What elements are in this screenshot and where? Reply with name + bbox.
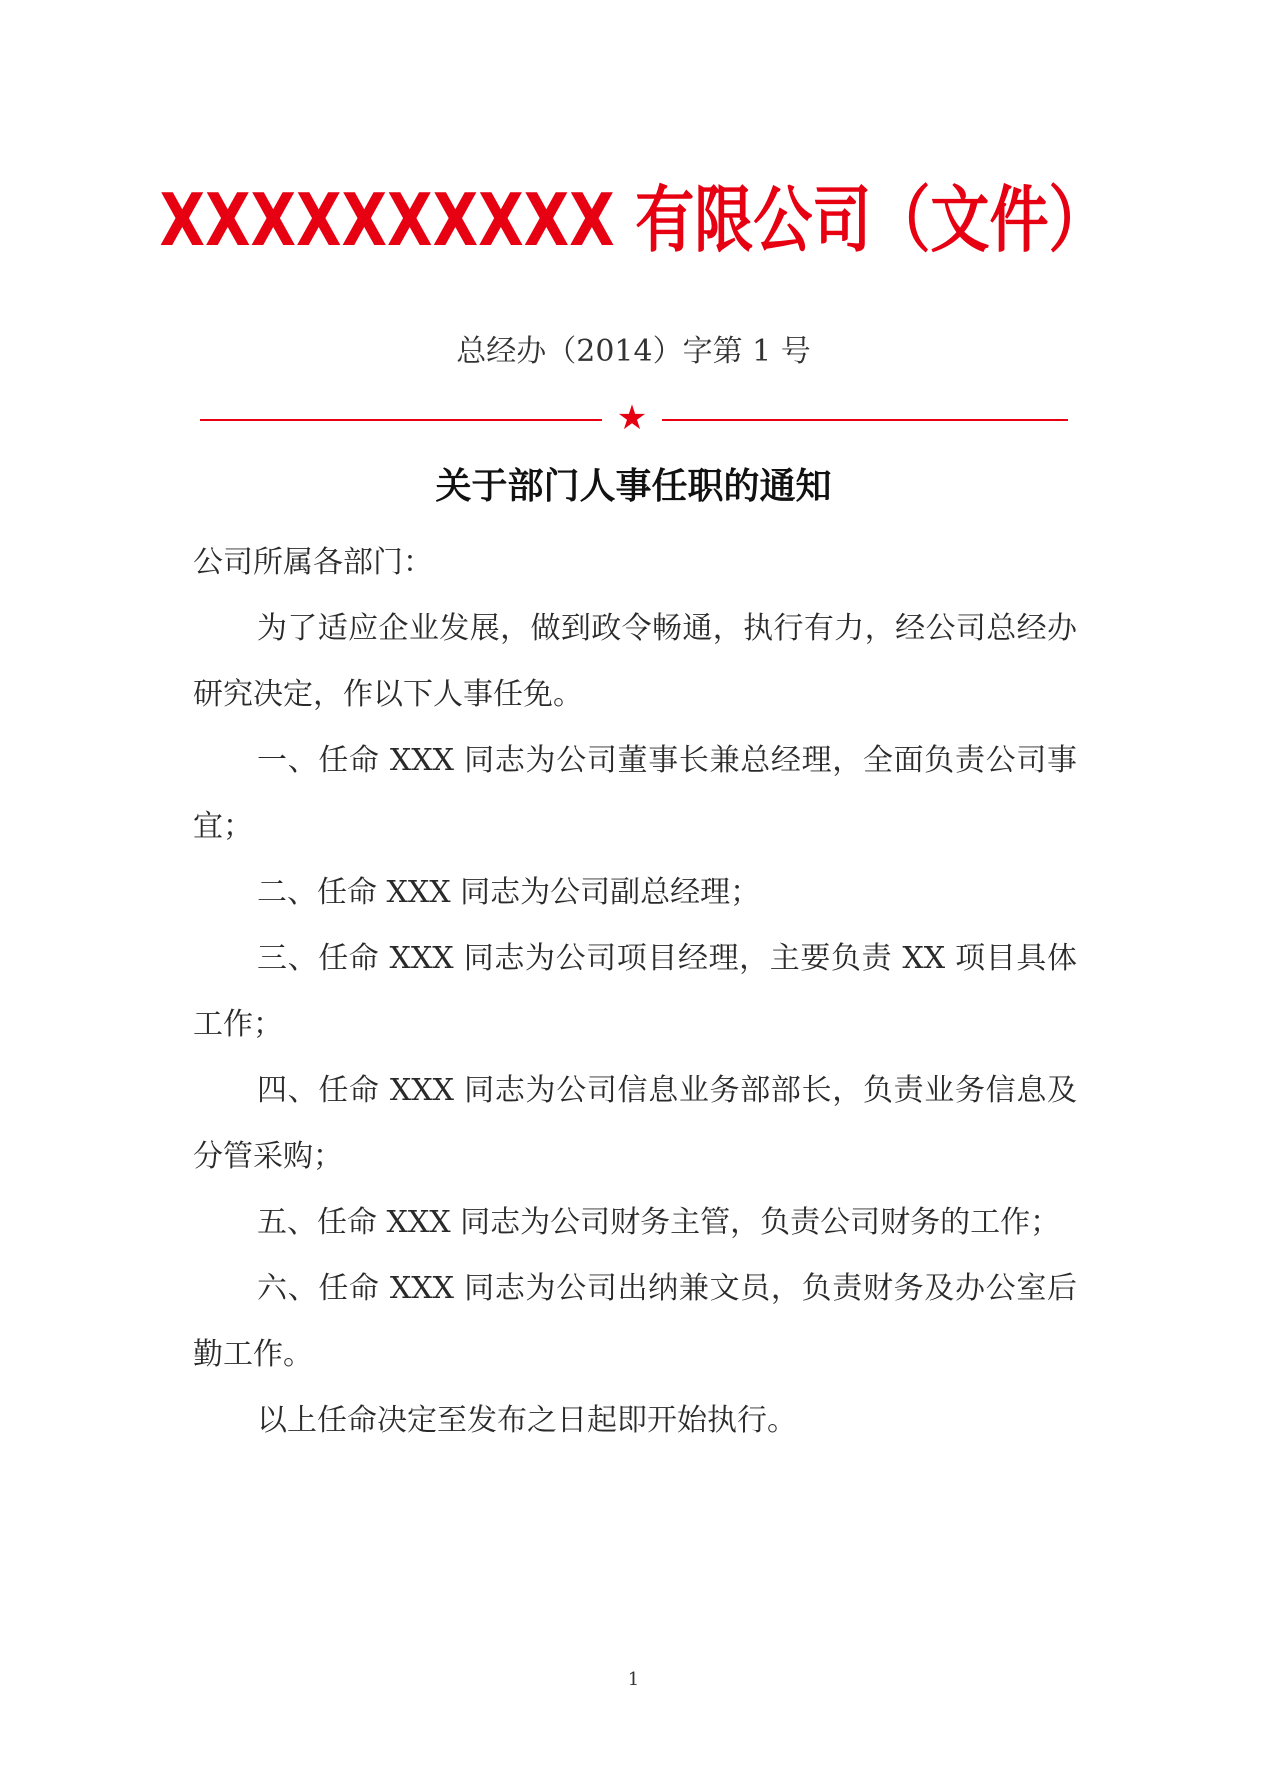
page-number: 1: [627, 1669, 640, 1690]
divider-line-left: [200, 419, 602, 421]
star-icon: ★: [616, 398, 648, 438]
paragraph-item-5: 五、任命 XXX 同志为公司财务主管，负责公司财务的工作；: [257, 1205, 1061, 1240]
paragraph-item-3: 三、任命 XXX 同志为公司项目经理，主要负责 XX 项目具体工作；: [193, 941, 1077, 1042]
divider-line-right: [662, 419, 1068, 421]
paragraph-item-4: 四、任命 XXX 同志为公司信息业务部部长，负责业务信息及分管采购；: [193, 1073, 1077, 1174]
company-document-title: XXXXXXXXXX 有限公司（文件）: [159, 178, 1108, 262]
red-divider: [200, 398, 1068, 446]
salutation: 公司所属各部门：: [193, 545, 433, 580]
paragraph-closing: 以上任命决定至发布之日起即开始执行。: [257, 1403, 797, 1438]
paragraph-item-2: 二、任命 XXX 同志为公司副总经理；: [257, 875, 761, 910]
paragraph-item-1: 一、任命 XXX 同志为公司董事长兼总经理，全面负责公司事宜；: [193, 743, 1077, 844]
notice-title: 关于部门人事任职的通知: [435, 466, 832, 507]
document-number: 总经办（2014）字第 1 号: [456, 334, 811, 369]
paragraph-intro: 为了适应企业发展，做到政令畅通，执行有力，经公司总经办研究决定，作以下人事任免。: [193, 611, 1077, 712]
notice-body: [193, 530, 1077, 1454]
paragraph-item-6: 六、任命 XXX 同志为公司出纳兼文员，负责财务及办公室后勤工作。: [193, 1271, 1077, 1372]
